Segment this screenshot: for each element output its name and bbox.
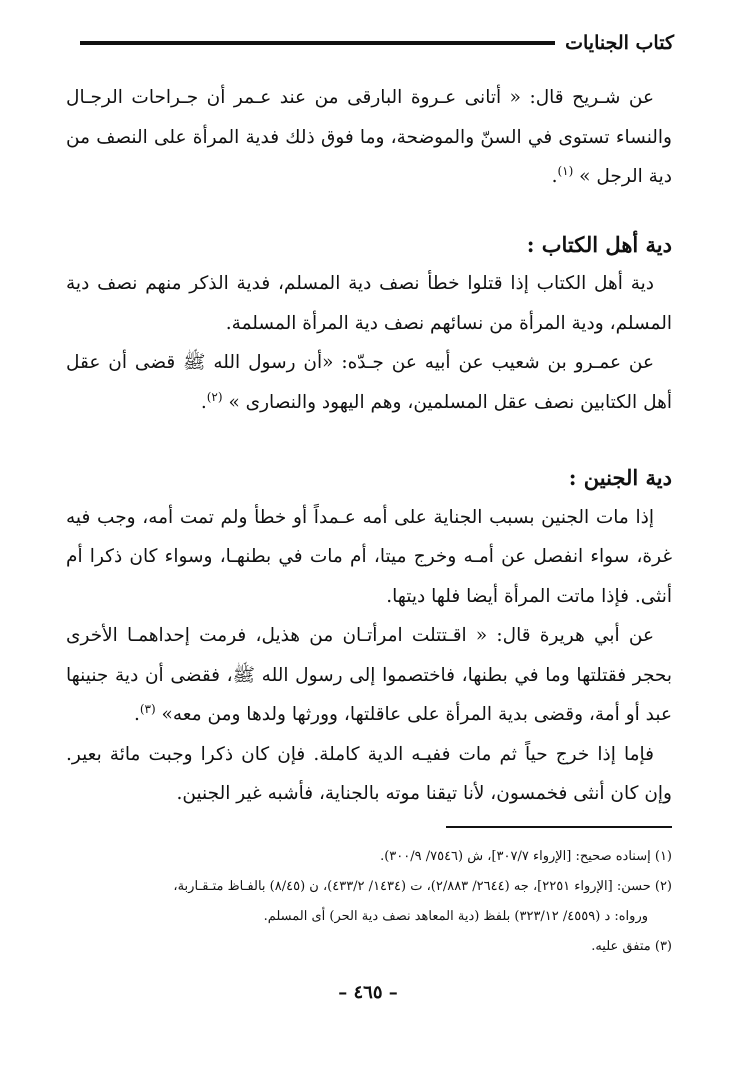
footnote-2: (٢) حسن: [الإرواء ٢٢٥١]، جه (٢٦٤٤/ ٢/٨٨٣)، ت (١٤٣٤/ ٤٣٣/٢)، ن (٨/٤٥) بالفـاظ متـقـاربة، — [173, 879, 672, 894]
footnote-3: (٣) متفق عليه. — [591, 939, 672, 954]
footnote-1: (١) إسناده صحيح: [الإرواء ٣٠٧/٧]، ش (٧٥٤٦/ ٣٠٠/٩). — [380, 849, 672, 864]
paragraph-abu-hurayra-text: عن أبي هريرة قال: « اقـتتلت امرأتـان من هذيل، فرمت إحداهمـا الأخرى بحجر فقتلتها وما في بطنها، فاختصموا إلى رسول الله ﷺ، فقضى أن دية جنينها عبد أو أمة، وقضى بدية المرأة على عاقلتها، وورثها ولدها ومن معه» — [66, 625, 672, 725]
paragraph-shurayh: عن شـريح قال: « أتانى عـروة البارقى من عند عـمر أن جـراحات الرجـال والنساء تستوى في السنّ والموضحة، وما فوق ذلك فدية المرأة على النصف من دية الرجل » $^{(١)}$. — [66, 87, 672, 187]
paragraph-amr-text: عن عمـرو بن شعيب عن أبيه عن جـدّه: «أن رسول الله ﷺ قضى أن عقل أهل الكتابين نصف عقل المسلمين، وهم اليهود والنصارى » — [66, 352, 672, 413]
footnote-2-continuation: ورواه: د (٤٥٥٩/ ٣٢٣/١٢) بلفظ (دية المعاهد نصف دية الحر) أى المسلم. — [263, 909, 648, 924]
footnotes — [66, 842, 672, 962]
paragraph-janin: إذا مات الجنين بسبب الجناية على أمه عـمداً أو خطأ ولم تمت أمه، وجب فيه غرة، سواء انفصل عن أمـه وخرج ميتا، أم مات في بطنهـا، وسواء كان ذكرا أم أنثى. فإذا ماتت المرأة أيضا فلها ديتها. — [66, 506, 672, 607]
footnote-ref-3: (٣) — [139, 701, 156, 716]
paragraph-amr: عن عمـرو بن شعيب عن أبيه عن جـدّه: «أن رسول الله ﷺ قضى أن عقل أهل الكتابين نصف عقل المسلمين، وهم اليهود والنصارى » $^{(٢)}$. — [66, 352, 672, 413]
heading-ahl-al-kitab: دية أهل الكتاب : — [526, 231, 672, 257]
heading-janin: دية الجنين : — [568, 465, 672, 490]
paragraph-born-alive: فإما إذا خرج حياً ثم مات ففيـه الدية كاملة. فإن كان ذكرا وجبت مائة بعير. وإن كان أنثى فخمسون، لأنا تيقنا موته بالجناية، فأشبه غير الجنين. — [66, 743, 672, 804]
running-header — [80, 28, 674, 58]
paragraph-abu-hurayra: عن أبي هريرة قال: « اقـتتلت امرأتـان من هذيل، فرمت إحداهمـا الأخرى بحجر فقتلتها وما في بطنها، فاختصموا إلى رسول الله ﷺ، فقضى أن دية جنينها عبد أو أمة، وقضى بدية المرأة على عاقلتها، وورثها ولدها ومن معه» $^{(٣)}$. — [66, 625, 672, 725]
footnote-rule — [446, 826, 672, 828]
footnote-ref-2: (٢) — [206, 389, 223, 404]
paragraph-shurayh-text: عن شـريح قال: « أتانى عـروة البارقى من عند عـمر أن جـراحات الرجـال والنساء تستوى في السنّ والموضحة، وما فوق ذلك فدية المرأة على النصف من دية الرجل » — [66, 87, 672, 187]
page-number: – ٤٦٥ – — [338, 982, 398, 1003]
header-rule — [80, 41, 555, 45]
paragraph-ahl-al-kitab: دية أهل الكتاب إذا قتلوا خطأ نصف دية المسلم، فدية الذكر منهم نصف دية المسلم، ودية المرأة من نسائهم نصف دية المرأة المسلمة. — [66, 273, 672, 334]
footnote-ref-1: (١) — [557, 163, 574, 178]
running-title: كتاب الجنايات — [565, 32, 674, 54]
main-text — [66, 78, 672, 814]
